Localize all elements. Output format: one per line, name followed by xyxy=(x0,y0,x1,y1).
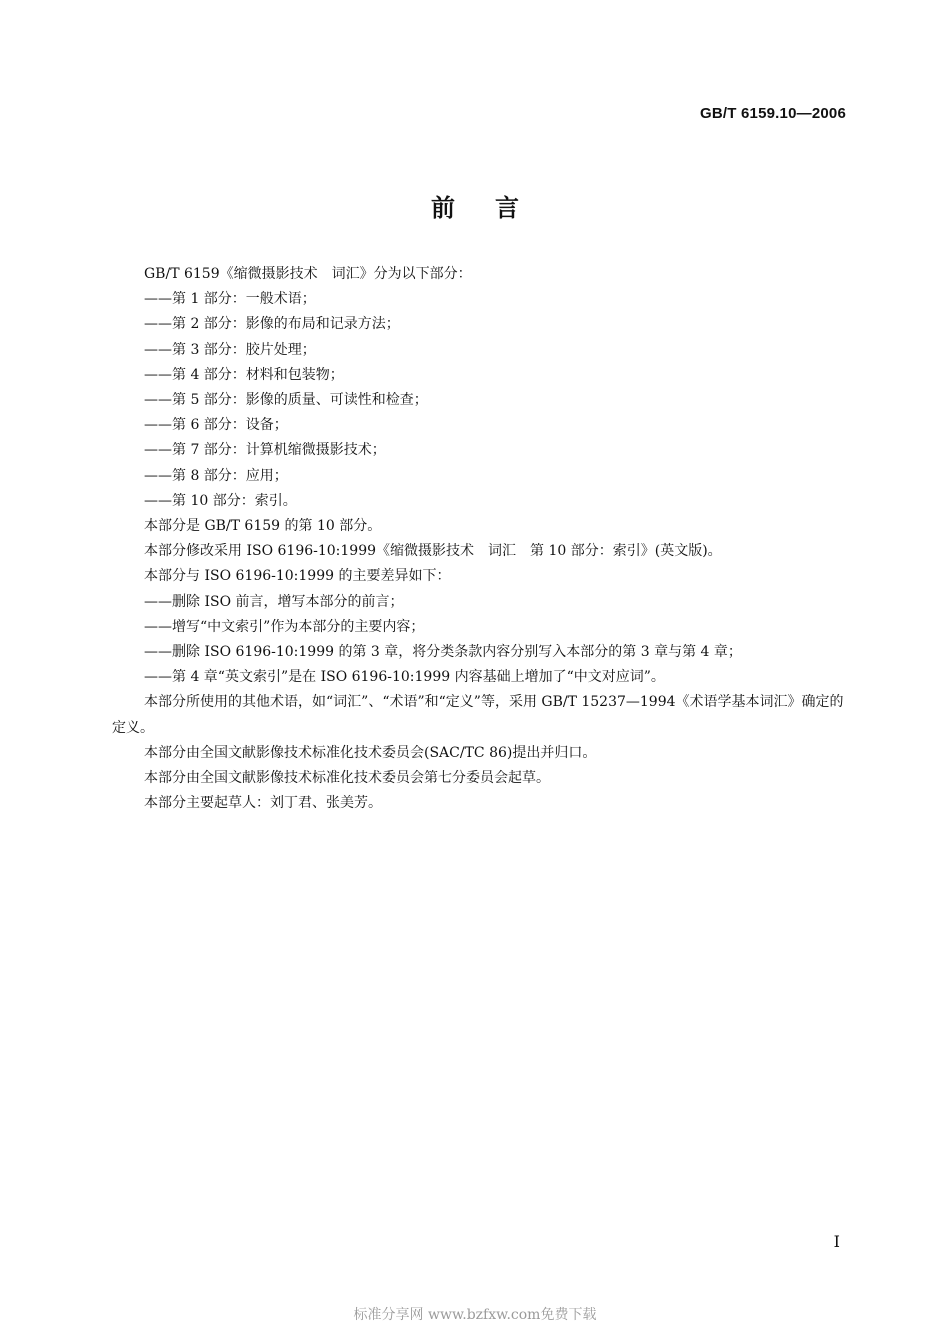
list-item: ——第 6 部分：设备； xyxy=(144,417,288,434)
standard-code: GB/T 6159.10—2006 xyxy=(700,105,846,122)
list-item: ——第 4 部分：材料和包装物； xyxy=(144,366,344,383)
watermark: 标准分享网 www.bzfxw.com免费下载 xyxy=(353,1307,597,1323)
list-item: ——增写“中文索引”作为本部分的主要内容； xyxy=(144,618,425,635)
page-title: 前言 xyxy=(431,194,559,222)
list-item: ——第 4 章“英文索引”是在 ISO 6196-10:1999 内容基础上增加了“中文对应词”。 xyxy=(144,669,665,686)
document-body xyxy=(112,262,854,816)
list-item: ——第 10 部分：索引。 xyxy=(144,492,297,509)
paragraph: 本部分所使用的其他术语，如“词汇”、“术语”和“定义”等，采用 GB/T 15237—1994《术语学基本词汇》确定的定义。 xyxy=(112,694,844,736)
paragraph: 本部分修改采用 ISO 6196-10:1999《缩微摄影技术 词汇 第 10 部分：索引》(英文版)。 xyxy=(144,543,722,560)
list-item: ——删除 ISO 6196-10:1999 的第 3 章，将分类条款内容分别写入本部分的第 3 章与第 4 章； xyxy=(144,644,742,661)
paragraph: GB/T 6159《缩微摄影技术 词汇》分为以下部分： xyxy=(144,266,472,282)
list-item: ——第 5 部分：影像的质量、可读性和检查； xyxy=(144,392,428,409)
list-item: ——第 1 部分：一般术语； xyxy=(144,291,316,308)
paragraph: 本部分由全国文献影像技术标准化技术委员会第七分委员会起草。 xyxy=(144,770,550,787)
list-item: ——第 8 部分：应用； xyxy=(144,467,288,484)
paragraph: 本部分主要起草人：刘丁君、张美芳。 xyxy=(144,795,382,812)
paragraph: 本部分与 ISO 6196-10:1999 的主要差异如下： xyxy=(144,568,451,585)
page-number: I xyxy=(833,1232,840,1251)
paragraph: 本部分由全国文献影像技术标准化技术委员会(SAC/TC 86)提出并归口。 xyxy=(144,744,597,761)
list-item: ——第 7 部分：计算机缩微摄影技术； xyxy=(144,442,386,459)
list-item: ——删除 ISO 前言，增写本部分的前言； xyxy=(144,593,404,610)
paragraph: 本部分是 GB/T 6159 的第 10 部分。 xyxy=(144,518,382,535)
list-item: ——第 3 部分：胶片处理； xyxy=(144,341,316,358)
list-item: ——第 2 部分：影像的布局和记录方法； xyxy=(144,316,400,333)
